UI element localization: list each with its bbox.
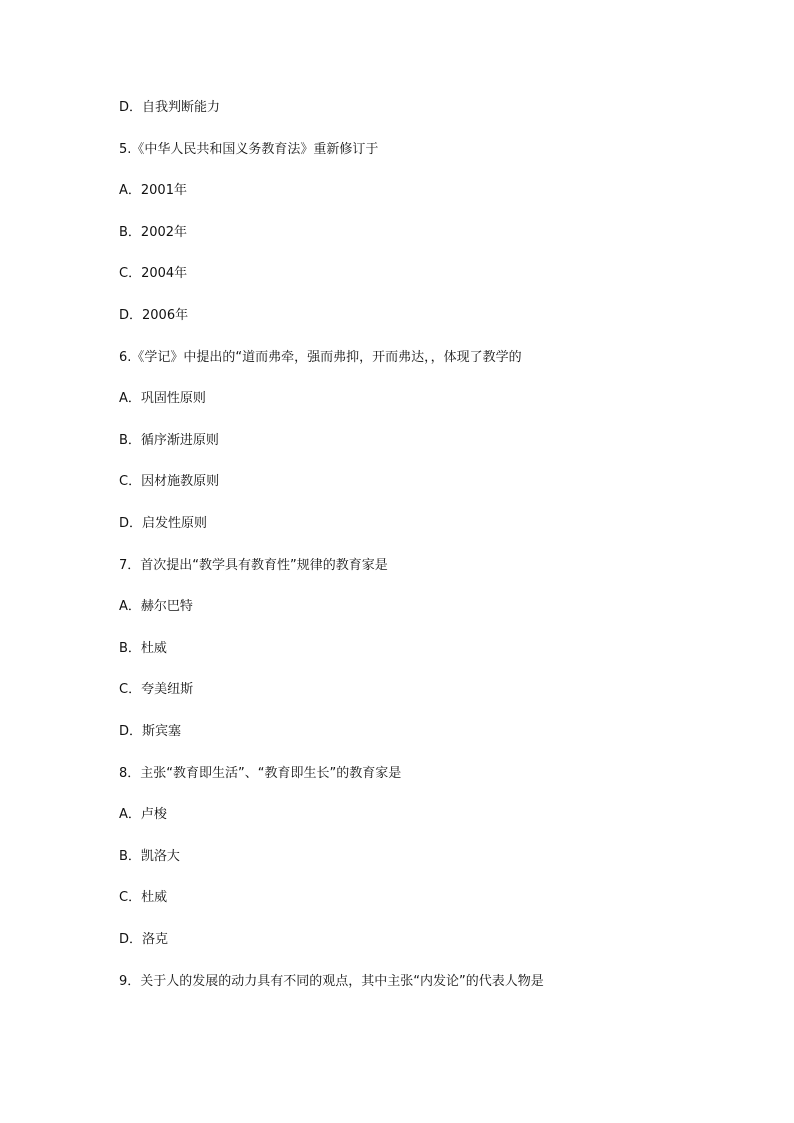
option-d-q8: D．洛克 <box>119 932 169 947</box>
question-9: 9．关于人的发展的动力具有不同的观点，其中主张“内发论”的代表人物是 <box>119 974 544 989</box>
option-b-q6: B．循序渐进原则 <box>119 433 219 448</box>
option-b-q8: B．凯洛大 <box>119 849 180 864</box>
question-8: 8．主张“教育即生活”、“教育即生长”的教育家是 <box>119 766 402 781</box>
option-a-q8: A．卢梭 <box>119 807 167 822</box>
option-c-q5: C．2004年 <box>119 266 188 281</box>
option-d-q7: D．斯宾塞 <box>119 724 182 739</box>
option-a-q5: A．2001年 <box>119 183 187 198</box>
option-a-q6: A．巩固性原则 <box>119 391 206 406</box>
option-d-q4: D．自我判断能力 <box>119 100 221 115</box>
option-c-q8: C．杜威 <box>119 890 168 905</box>
option-b-q5: B．2002年 <box>119 225 188 240</box>
option-a-q7: A．赫尔巴特 <box>119 599 193 614</box>
option-d-q5: D．2006年 <box>119 308 189 323</box>
question-5: 5.《中华人民共和国义务教育法》重新修订于 <box>119 142 379 157</box>
option-c-q6: C．因材施教原则 <box>119 474 220 489</box>
option-c-q7: C．夸美纽斯 <box>119 682 194 697</box>
question-6: 6.《学记》中提出的“道而弗牵，强而弗抑，开而弗达，，体现了教学的 <box>119 350 522 365</box>
option-d-q6: D．启发性原则 <box>119 516 208 531</box>
question-7: 7．首次提出“教学具有教育性”规律的教育家是 <box>119 558 388 573</box>
option-b-q7: B．杜威 <box>119 641 167 656</box>
